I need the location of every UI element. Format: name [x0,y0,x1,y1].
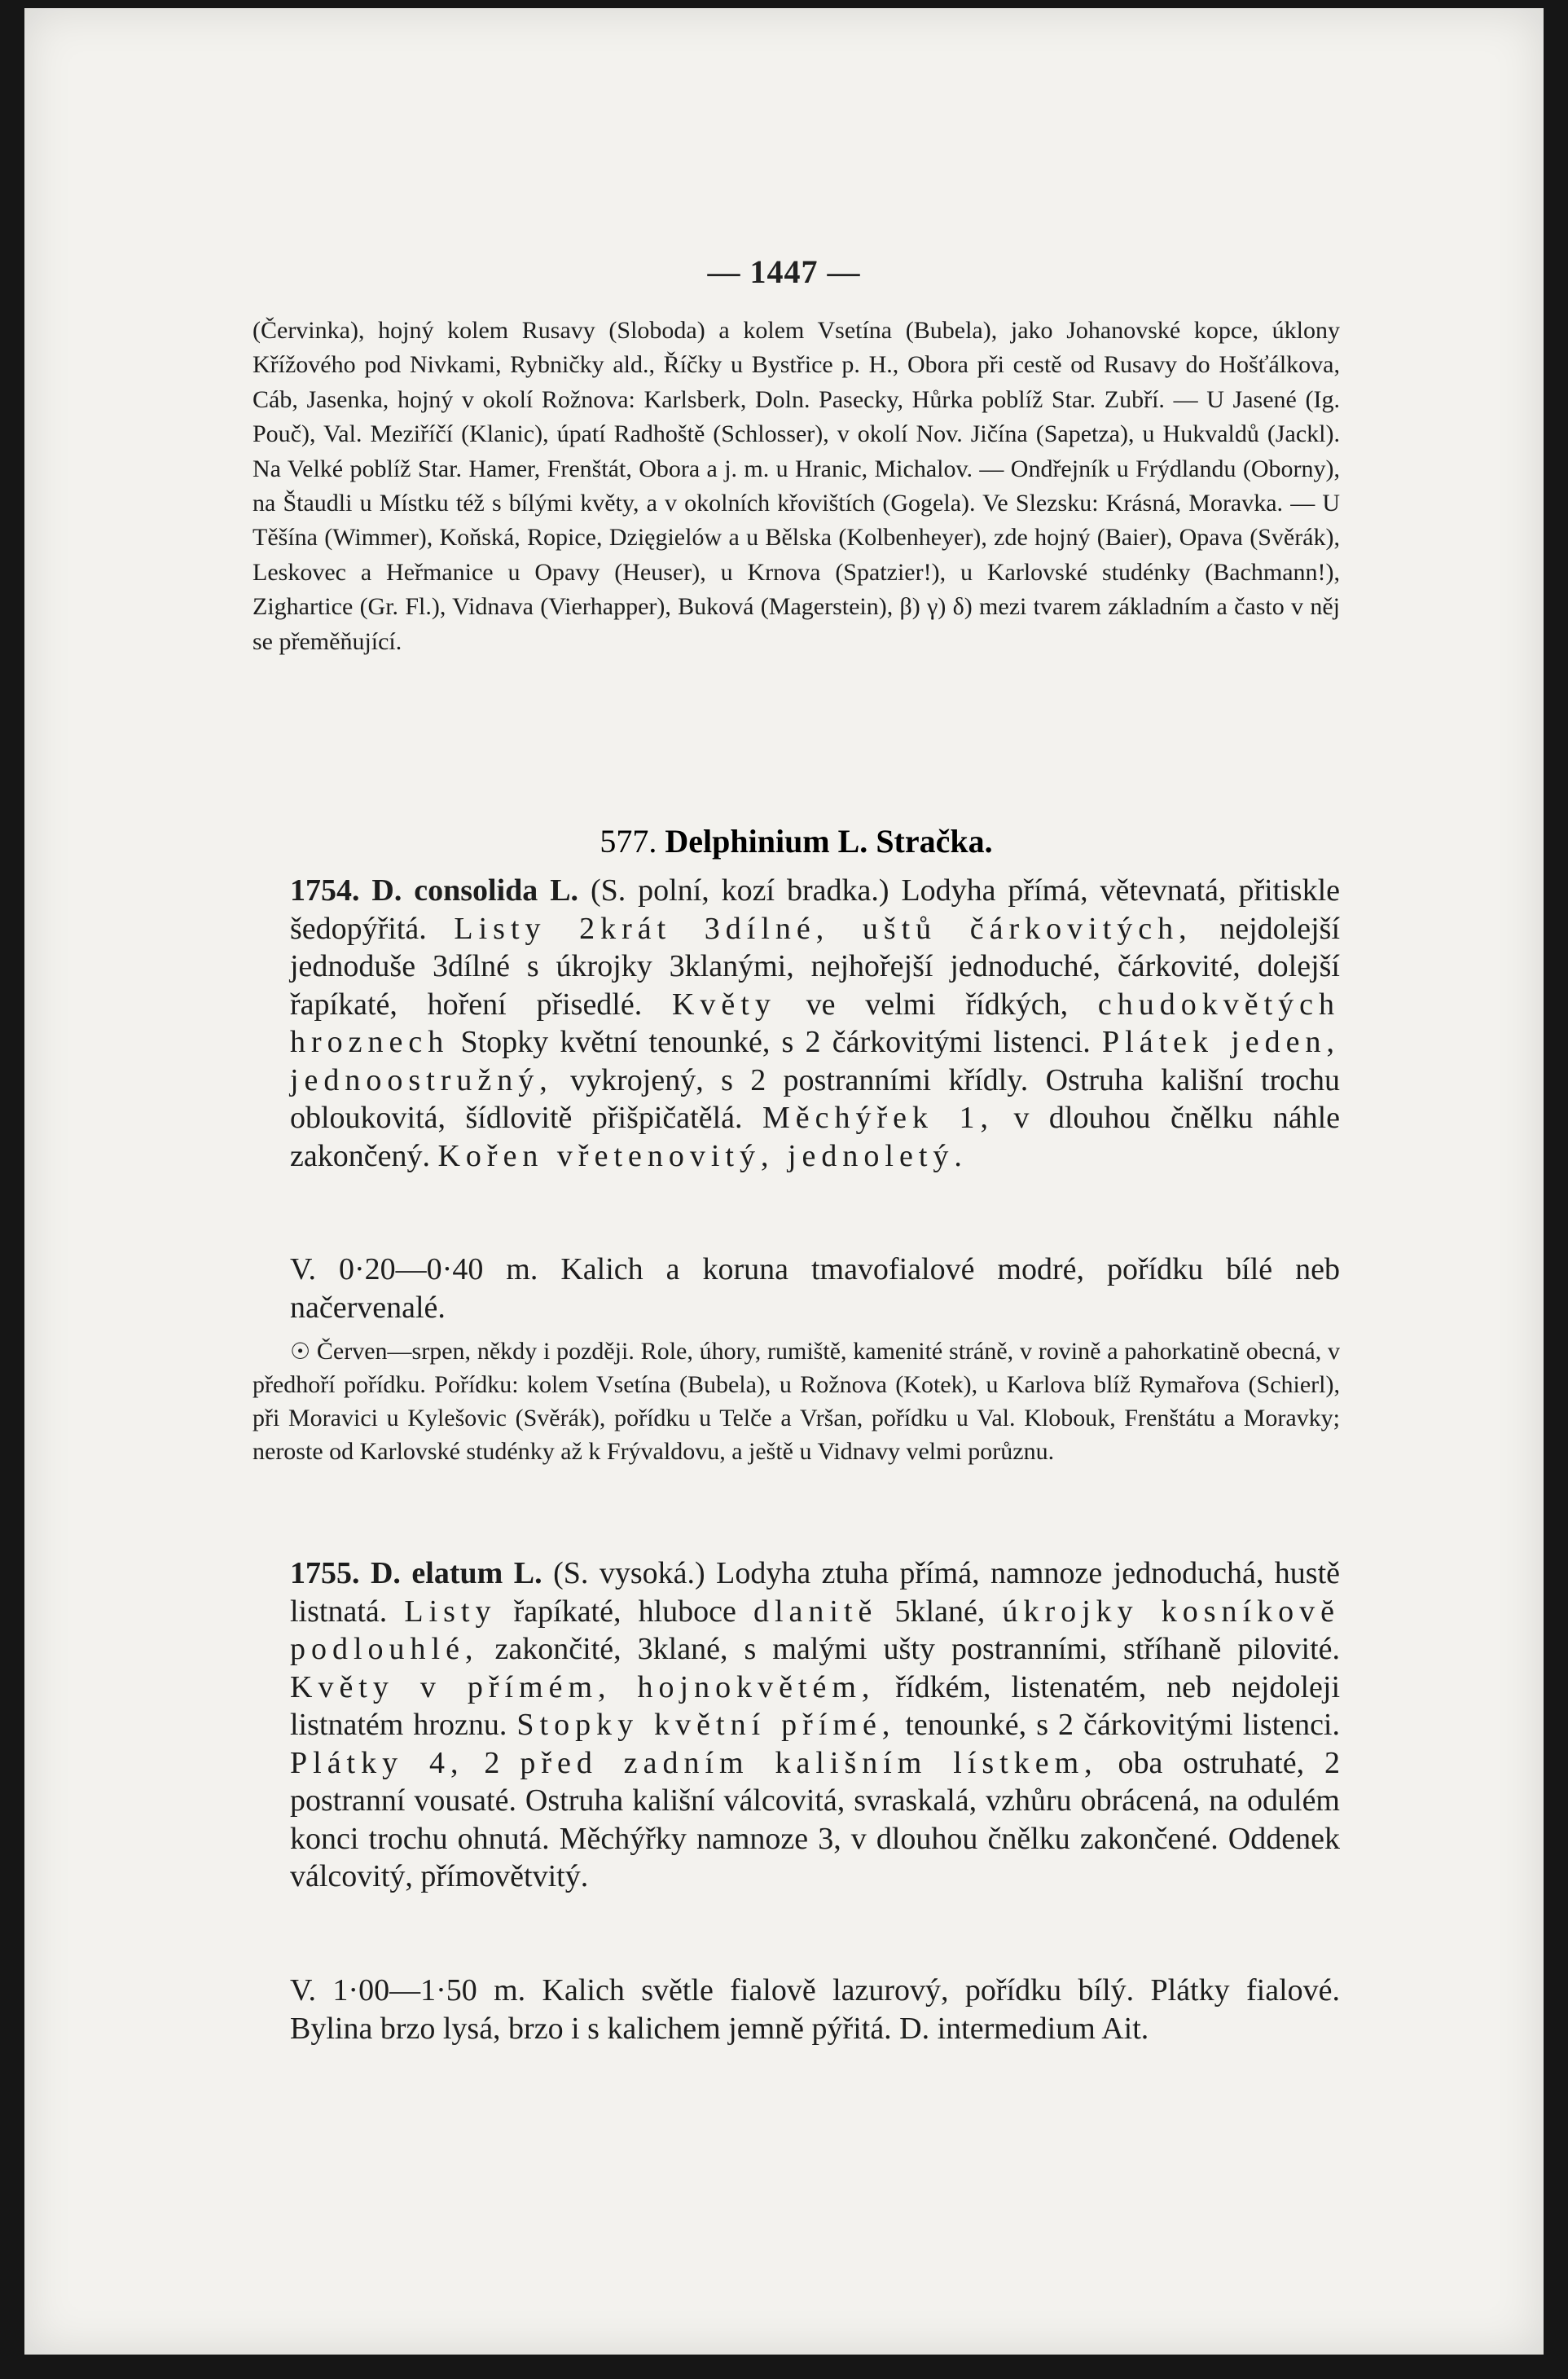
description-text: řapíkaté, hluboce [496,1594,753,1629]
spaced-text: Kořen vřetenovitý, jednoletý. [437,1138,968,1173]
species-description [253,1554,1340,1896]
intro-paragraph-block [253,314,1340,659]
annual-symbol-icon: ☉ [290,1338,311,1365]
spaced-text: před zadním kališním lístkem, [520,1745,1098,1780]
description-text: v dlouhou čnělku náhle zakončený. [290,1101,1340,1173]
spaced-text: Plátky 4, [290,1745,464,1780]
book-page [24,8,1544,2355]
species-size-consolida [253,1251,1340,1326]
spaced-text: chudokvětých hroznech [290,987,1340,1059]
spaced-text: Měchýřek 1, [762,1101,994,1135]
spaced-text: dlanitě [753,1594,878,1629]
size-paragraph: V. 0·20—0·40 m. Kalich a koruna tmavofialové modré, pořídku bílé neb načervenalé. [290,1252,1340,1325]
spaced-text: Stopky květní přímé, [516,1708,896,1742]
description-text: tenounké, s 2 čárkovitými listenci. [895,1708,1340,1742]
spaced-text: Listy 2krát 3dílné, uštů čárkovitých, [454,911,1192,946]
habitat-consolida [253,1335,1340,1468]
description-text: ve velmi řídkých, [775,987,1098,1022]
species-number: 1754. [290,873,360,908]
description-text: zakončité, 3klané, s malými ušty postranními, stříhaně pilovité. [478,1632,1340,1666]
genus-czech-name: Stračka. [876,823,993,860]
spaced-text: Květy [671,987,776,1022]
description-text: (S. vysoká.) Lodyha ztuha přímá, namnoze jednoduchá, hustě listnatá. [290,1556,1341,1629]
species-size-elatum [253,1972,1340,2047]
description-text: Stopky květní tenounké, s 2 čárkovitými listenci. [449,1025,1103,1059]
description-text: nejdolejší jednoduše 3dílné s úkrojky 3klanými, nejhořejší jednoduché, čárkovité, dolejší řapíkaté, hoření přisedlé. [290,911,1340,1022]
spaced-text: Plátek jeden, jednoostružný, [290,1025,1340,1097]
description-text: 5klané, [877,1594,1003,1629]
genus-name: Delphinium L. [665,823,868,860]
description-text: (S. polní, kozí bradka.) Lodyha přímá, větevnatá, přitiskle šedopýřitá. [290,873,1340,946]
species-entry-consolida [253,872,1340,1175]
species-name: D. consolida L. [371,873,579,908]
description-text: vykrojený, s 2 postranními křídly. Ostruha kališní trochu obloukovitá, šídlovitě přišpičatělá. [290,1062,1340,1135]
size-paragraph: V. 1·00—1·50 m. Kalich světle fialově lazurový, pořídku bílý. Plátky fialové. Bylina brzo lysá, brzo i s kalichem jemně pýřitá. D. intermedium Ait. [290,1973,1340,2046]
description-text: oba ostruhaté, 2 postranní vousaté. Ostruha kališní válcovitá, svraskalá, vzhůru obrácená, na odulém konci trochu ohnutá. Měchýřky namnoze 3, v dlouhou čnělku zakončené. Oddenek válcovitý, přímovětvitý. [290,1745,1341,1893]
species-number: 1755. [290,1556,360,1590]
species-entry-elatum [253,1554,1340,1896]
genus-number: 577. [600,823,657,860]
spaced-text: Květy v přímém, hojnokvětém, [290,1669,876,1704]
page-number: — 1447 — [707,253,861,290]
spaced-text: Listy [404,1594,497,1629]
species-name: D. elatum L. [370,1556,542,1590]
species-description [253,872,1340,1175]
spaced-text: úkrojky kosníkovĕ podlouhlé, [290,1594,1340,1666]
description-text: 2 [463,1745,520,1780]
description-text: řídkém, listenatém, neb nejdoleji listnatém hroznu. [290,1669,1340,1742]
genus-heading [253,821,1340,862]
habitat-text: Červen—srpen, někdy i později. Role, úhory, rumiště, kamenité stráně, v rovině a pahorkatině obecná, v předhoří pořídku. Pořídku: kolem Vsetína (Bubela), u Rožnova (Kotek), u Karlova blíž Rymařova (Schierl), při Moravici u Kylešovic (Svěrák), pořídku u Telče a Vršan, pořídku u Val. Klobouk, Frenštátu a Moravky; neroste od Karlovské studénky až k Frývaldovu, a ještě u Vidnavy velmi porůznu. [253,1338,1340,1465]
intro-paragraph: (Červinka), hojný kolem Rusavy (Sloboda) a kolem Vsetína (Bubela), jako Johanovské kopce, úklony Křížového pod Nivkami, Rybničky ald., Říčky u Bystřice p. H., Obora při cestě od Rusavy do Hošťálkova, Cáb, Jasenka, hojný v okolí Rožnova: Karlsberk, Doln. Pasecky, Hůrka poblíž Star. Zubří. — U Jasené (Ig. Pouč), Val. Meziříčí (Klanic), úpatí Radhoště (Schlosser), v okolí Nov. Jičína (Sapetza), u Hukvaldů (Jackl). Na Velké poblíž Star. Hamer, Frenštát, Obora a j. m. u Hranic, Michalov. — Ondřejník u Frýdlandu (Oborny), na Štaudli u Místku též s bílými květy, a v okolních křovištích (Gogela). Ve Slezsku: Krásná, Moravka. — U Těšína (Wimmer), Koňská, Ropice, Dzięgielów a u Bělska (Kolbenheyer), zde hojný (Baier), Opava (Svěrák), Leskovec a Heřmanice u Opavy (Heuser), u Krnova (Spatzier!), u Karlovské studénky (Bachmann!), Zighartice (Gr. Fl.), Vidnava (Vierhapper), Buková (Magerstein), β) γ) δ) mezi tvarem základním a často v něj se přeměňující. [253,317,1340,655]
habitat-paragraph [253,1335,1340,1468]
